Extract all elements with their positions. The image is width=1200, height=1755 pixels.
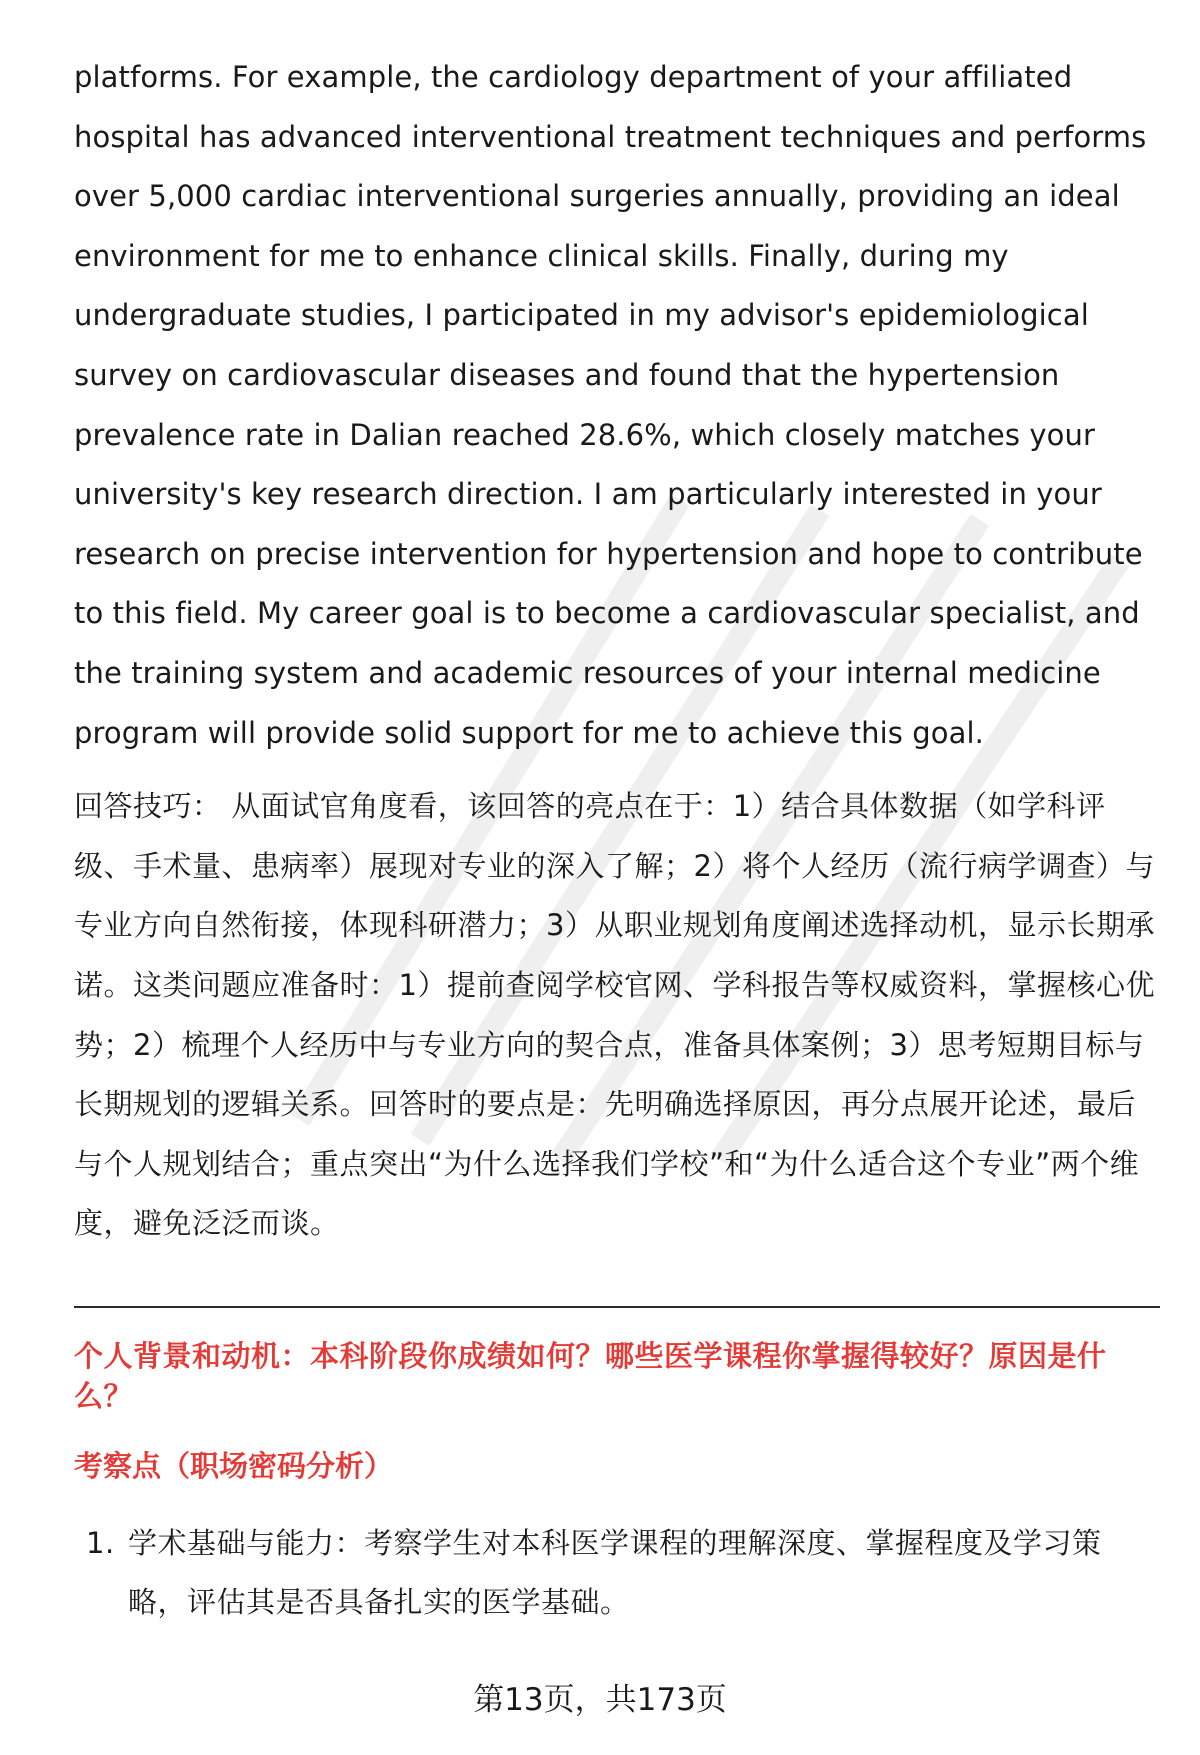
list-item bbox=[74, 1514, 1160, 1633]
list-item-number: 1. bbox=[86, 1525, 115, 1560]
section-divider bbox=[74, 1306, 1160, 1308]
answer-paragraph: platforms. For example, the cardiology department of your affiliated hospital has advanced interventional treatment techniques and performs over 5,000 cardiac interventional surgeries annually, providing an ideal environment for me to enhance clinical skills. Finally, during my undergraduate studies, I participated in my advisor's epidemiological survey on cardiovascular diseases and found that the hypertension prevalence rate in Dalian reached 28.6%, which closely matches your university's key research direction. I am particularly interested in your research on precise intervention for hypertension and hope to contribute to this field. My career goal is to become a cardiovascular specialist, and the training system and academic resources of your internal medicine program will provide solid support for me to achieve this goal. bbox=[74, 60, 1147, 750]
list-item-text: 学术基础与能力：考察学生对本科医学课程的理解深度、掌握程度及学习策略，评估其是否具备扎实的医学基础。 bbox=[128, 1525, 1102, 1620]
assessment-points-list bbox=[74, 1514, 1160, 1633]
question-heading: 个人背景和动机：本科阶段你成绩如何？哪些医学课程你掌握得较好？原因是什么？ bbox=[74, 1338, 1107, 1413]
page-number-footer: 第13页，共173页 bbox=[473, 1682, 727, 1718]
document-page bbox=[74, 48, 1160, 1633]
answer-tips-paragraph: 回答技巧： 从面试官角度看，该回答的亮点在于：1）结合具体数据（如学科评级、手术量、患病率）展现对专业的深入了解；2）将个人经历（流行病学调查）与专业方向自然衔接，体现科研潜力；3）从职业规划角度阐述选择动机，显示长期承诺。这类问题应准备时：1）提前查阅学校官网、学科报告等权威资料，掌握核心优势；2）梳理个人经历中与专业方向的契合点，准备具体案例；3）思考短期目标与长期规划的逻辑关系。回答时的要点是：先明确选择原因，再分点展开论述，最后与个人规划结合；重点突出“为什么选择我们学校”和“为什么适合这个专业”两个维度，避免泛泛而谈。 bbox=[74, 789, 1155, 1241]
assessment-points-heading: 考察点（职场密码分析） bbox=[74, 1448, 394, 1483]
